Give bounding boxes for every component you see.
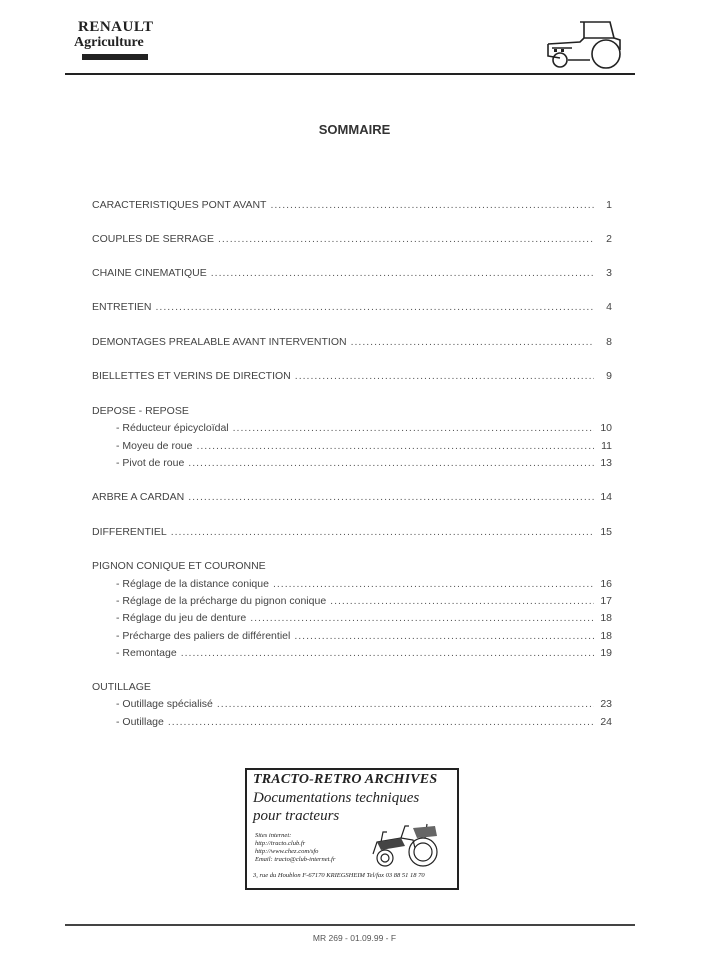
toc-subentry bbox=[116, 457, 612, 471]
leader-dots bbox=[217, 698, 594, 710]
toc-entry-caracteristiques bbox=[92, 199, 612, 213]
toc-subentry bbox=[116, 612, 612, 626]
toc-subentry bbox=[116, 698, 612, 712]
toc-entry-label: - Réglage du jeu de denture bbox=[116, 612, 247, 624]
leader-dots bbox=[250, 612, 594, 624]
toc-entry-label: - Outillage bbox=[116, 716, 164, 728]
leader-dots bbox=[295, 370, 594, 382]
leader-dots bbox=[211, 267, 594, 279]
toc-section-heading: PIGNON CONIQUE ET COURONNE bbox=[92, 560, 266, 572]
toc-entry-page: 13 bbox=[600, 457, 612, 469]
stamp-line-2: pour tracteurs bbox=[253, 808, 340, 824]
header-rule bbox=[65, 73, 635, 75]
brand-logo bbox=[74, 19, 154, 50]
toc-entry-entretien bbox=[92, 301, 612, 315]
toc-entry-page: 9 bbox=[606, 370, 612, 382]
toc-entry-page: 4 bbox=[606, 301, 612, 313]
toc-entry-label: COUPLES DE SERRAGE bbox=[92, 233, 214, 245]
toc-entry-biellettes bbox=[92, 370, 612, 384]
toc-entry-page: 18 bbox=[600, 630, 612, 642]
toc-entry-arbre bbox=[92, 491, 612, 505]
toc-entry-label: - Réglage de la distance conique bbox=[116, 578, 269, 590]
vintage-tractor-icon bbox=[365, 818, 447, 870]
leader-dots bbox=[273, 578, 594, 590]
brand-name: RENAULT bbox=[78, 19, 154, 35]
toc-subentry bbox=[116, 578, 612, 592]
stamp-line-1: Documentations techniques bbox=[253, 790, 420, 806]
leader-dots bbox=[218, 233, 594, 245]
toc-entry-demontages bbox=[92, 336, 612, 350]
toc-entry-page: 11 bbox=[601, 440, 612, 452]
toc-entry-label: - Remontage bbox=[116, 647, 177, 659]
toc-entry-page: 19 bbox=[600, 647, 612, 659]
toc-entry-page: 16 bbox=[600, 578, 612, 590]
toc-entry-page: 17 bbox=[600, 595, 612, 607]
tractor-icon bbox=[540, 16, 628, 70]
toc-subentry bbox=[116, 647, 612, 661]
toc-entry-page: 1 bbox=[606, 199, 612, 211]
footer-rule bbox=[65, 924, 635, 926]
page-header bbox=[0, 0, 709, 80]
toc-section-heading: DEPOSE - REPOSE bbox=[92, 405, 189, 417]
toc-entry-label: - Outillage spécialisé bbox=[116, 698, 213, 710]
toc-entry-page: 24 bbox=[600, 716, 612, 728]
toc-entry-page: 23 bbox=[600, 698, 612, 710]
toc-entry-page: 8 bbox=[606, 336, 612, 348]
toc-subentry bbox=[116, 440, 612, 454]
stamp-sites bbox=[255, 832, 335, 864]
leader-dots bbox=[156, 301, 594, 313]
stamp-address: 3, rue du Houblon F-67170 KRIEGSHEIM Tel/fax 03 88 51 18 70 bbox=[253, 872, 425, 879]
toc-section-heading: OUTILLAGE bbox=[92, 681, 151, 693]
page-title: SOMMAIRE bbox=[318, 122, 391, 137]
toc-subentry bbox=[116, 422, 612, 436]
leader-dots bbox=[188, 457, 594, 469]
toc-subentry bbox=[116, 630, 612, 644]
leader-dots bbox=[168, 716, 594, 728]
stamp-site-1: http://tracto.club.fr bbox=[255, 840, 306, 847]
toc-entry-label: BIELLETTES ET VERINS DE DIRECTION bbox=[92, 370, 291, 382]
stamp-email: Email: tracto@club-internet.fr bbox=[255, 856, 336, 863]
toc-entry-label: DEMONTAGES PREALABLE AVANT INTERVENTION bbox=[92, 336, 347, 348]
toc-entry-page: 3 bbox=[606, 267, 612, 279]
leader-dots bbox=[330, 595, 594, 607]
leader-dots bbox=[351, 336, 594, 348]
toc-entry-label: - Pivot de roue bbox=[116, 457, 185, 469]
toc-entry-chaine bbox=[92, 267, 612, 281]
toc-entry-label: CHAINE CINEMATIQUE bbox=[92, 267, 207, 279]
document-reference: MR 269 - 01.09.99 - F bbox=[312, 933, 397, 943]
brand-subtitle: Agriculture bbox=[74, 35, 144, 50]
leader-dots bbox=[181, 647, 594, 659]
toc-subentry bbox=[116, 595, 612, 609]
toc-entry-differentiel bbox=[92, 526, 612, 540]
leader-dots bbox=[233, 422, 594, 434]
leader-dots bbox=[270, 199, 594, 211]
toc-entry-couples bbox=[92, 233, 612, 247]
toc-entry-label: - Réglage de la précharge du pignon conique bbox=[116, 595, 327, 607]
toc-entry-label: CARACTERISTIQUES PONT AVANT bbox=[92, 199, 267, 211]
toc-entry-page: 14 bbox=[600, 491, 612, 503]
toc-entry-page: 10 bbox=[600, 422, 612, 434]
toc-entry-label: DIFFERENTIEL bbox=[92, 526, 167, 538]
toc-subentry bbox=[116, 716, 612, 730]
stamp-site-2: http://www.chez.com/sfo bbox=[255, 848, 319, 855]
toc-entry-label: ARBRE A CARDAN bbox=[92, 491, 185, 503]
toc-entry-page: 2 bbox=[606, 233, 612, 245]
stamp-sites-label: Sites internet: bbox=[255, 832, 292, 839]
brand-bar bbox=[82, 54, 148, 60]
archive-stamp bbox=[245, 768, 459, 890]
toc-entry-page: 15 bbox=[600, 526, 612, 538]
leader-dots bbox=[196, 440, 594, 452]
toc-entry-label: ENTRETIEN bbox=[92, 301, 152, 313]
leader-dots bbox=[294, 630, 594, 642]
toc-entry-label: - Précharge des paliers de différentiel bbox=[116, 630, 291, 642]
toc-entry-label: - Moyeu de roue bbox=[116, 440, 193, 452]
toc-entry-page: 18 bbox=[600, 612, 612, 624]
leader-dots bbox=[188, 491, 594, 503]
stamp-title: TRACTO-RETRO ARCHIVES bbox=[253, 772, 438, 787]
leader-dots bbox=[171, 526, 594, 538]
toc-entry-label: - Réducteur épicycloïdal bbox=[116, 422, 229, 434]
